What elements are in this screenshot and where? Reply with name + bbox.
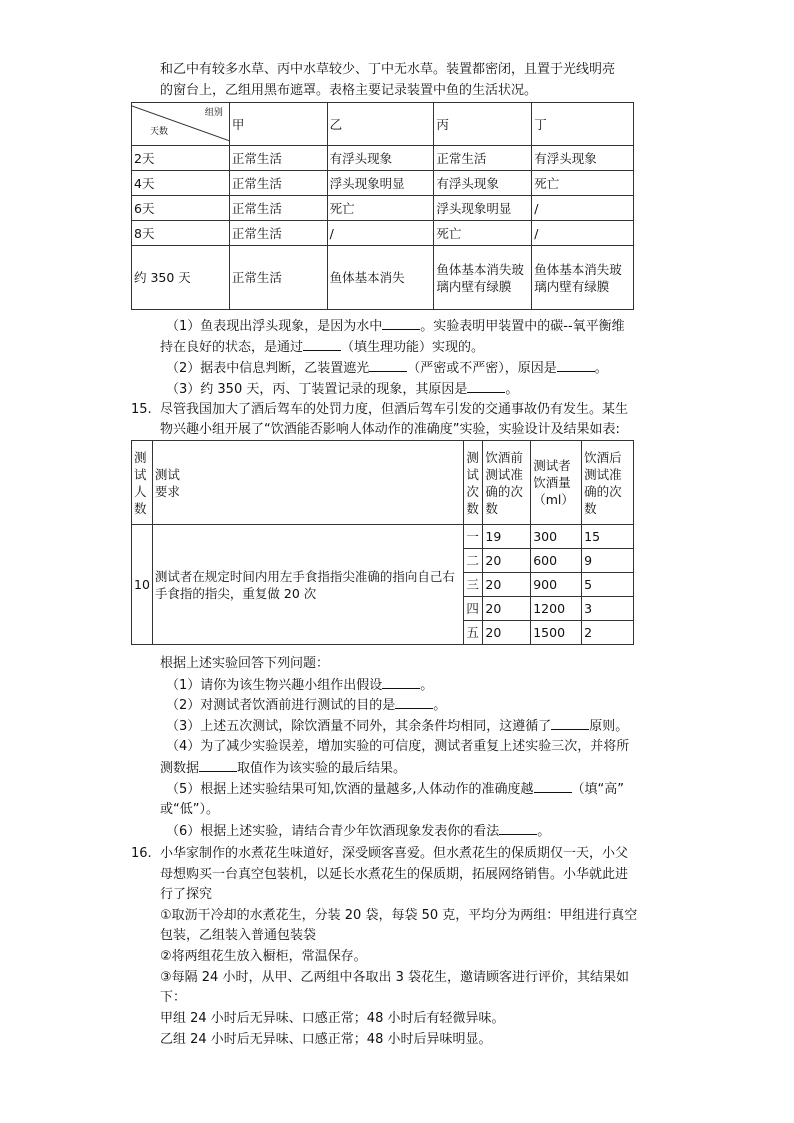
corner-label-days: 天数 <box>150 127 169 137</box>
text: 持在良好的状态，是通过 <box>160 340 304 355</box>
table-cell: 正常生活 <box>229 246 327 310</box>
text: 测试要求 <box>154 466 180 499</box>
q15-line2: 物兴趣小组开展了“饮酒能否影响人体动作的准确度”实验，实验设计及结果如表: <box>160 422 620 437</box>
table-cell: 浮头现象明显 <box>434 196 532 221</box>
q16-line6: ②将两组花生放入橱柜，常温保存。 <box>160 949 367 964</box>
q14-part2 <box>166 359 608 378</box>
after-cell: 5 <box>582 573 634 597</box>
answer-blank[interactable] <box>303 338 341 351</box>
table-row <box>132 221 634 246</box>
trial-number: 四 <box>464 597 483 621</box>
q14-part3 <box>166 380 518 399</box>
after-cell: 15 <box>582 525 634 549</box>
amount-cell: 600 <box>531 549 582 573</box>
q16-line3: 行了探究 <box>160 887 213 902</box>
table-row <box>132 196 634 221</box>
after-cell: 2 <box>582 621 634 645</box>
after-cell: 9 <box>582 549 634 573</box>
answer-blank[interactable] <box>382 676 420 689</box>
q15-part6 <box>166 822 550 841</box>
text: （2）据表中信息判断，乙装置遮光 <box>166 361 370 376</box>
text: （填“高” <box>571 782 625 797</box>
answer-blank[interactable] <box>499 822 537 835</box>
text: （5）根据上述实验结果可知,饮酒的量越多,人体动作的准确度越 <box>166 782 534 797</box>
answer-blank[interactable] <box>557 359 595 372</box>
q14-part1-line1 <box>166 317 625 336</box>
text: 取值作为该实验的最后结果。 <box>237 761 407 776</box>
q16-line5: 包装，乙组装入普通包装袋 <box>160 928 317 943</box>
answer-blank[interactable] <box>395 696 433 709</box>
day-cell: 4天 <box>132 171 230 196</box>
answer-blank[interactable] <box>199 759 237 772</box>
day-cell: 6天 <box>132 196 230 221</box>
q15-part4-line2 <box>160 759 406 778</box>
text: 。实验表明甲装置中的碳--氧平衡维 <box>420 319 625 334</box>
q16-line1 <box>131 845 628 863</box>
answer-blank[interactable] <box>467 380 505 393</box>
table-row <box>132 146 634 171</box>
text: （3）上述五次测试，除饮酒量不同外，其余条件均相同，这遵循了 <box>166 719 552 734</box>
question-number: 15. <box>131 402 152 417</box>
table-cell: 浮头现象明显 <box>327 171 434 196</box>
table-cell: / <box>327 221 434 246</box>
text: （填生理功能）实现的。 <box>341 340 485 355</box>
table-cell: 有浮头现象 <box>532 146 634 171</box>
table-row <box>132 525 634 549</box>
table-cell: 正常生活 <box>229 171 327 196</box>
table-cell: / <box>532 196 634 221</box>
text: 。 <box>594 361 608 376</box>
table-cell: 正常生活 <box>229 196 327 221</box>
amount-cell: 900 <box>531 573 582 597</box>
trial-number: 三 <box>464 573 483 597</box>
requirement-cell: 测试者在规定时间内用左手食指指尖准确的指向自己右手食指的指尖，重复做 20 次 <box>152 525 463 645</box>
q15-part3 <box>166 717 628 736</box>
text: （3）约 350 天，丙、丁装置记录的现象，其原因是 <box>166 382 468 397</box>
q15-part4-line1: （4）为了减少实验误差，增加实验的可信度，测试者重复上述实验三次，并将所 <box>166 739 630 754</box>
text: （6）根据上述实验，请结合青少年饮酒现象发表你的看法 <box>166 824 500 839</box>
trial-number: 二 <box>464 549 483 573</box>
amount-cell: 1500 <box>531 621 582 645</box>
q16-line2: 母想购买一台真空包装机，以延长水煮花生的保质期，拓展网络销售。小华就此进 <box>160 867 629 882</box>
table-cell: 正常生活 <box>229 221 327 246</box>
table-cell: 正常生活 <box>229 146 327 171</box>
table-cell: 鱼体基本消失 <box>327 246 434 310</box>
table-cell: 有浮头现象 <box>327 146 434 171</box>
people-cell: 10 <box>132 525 153 645</box>
table-cell: 死亡 <box>532 171 634 196</box>
intro-line-1: 和乙中有较多水草、丙中水草较少、丁中无水草。装置都密闭，且置于光线明亮 <box>160 62 616 77</box>
table-row <box>132 171 634 196</box>
text: （2）对测试者饮酒前进行测试的目的是 <box>166 698 396 713</box>
text: （1）鱼表现出浮头现象，是因为水中 <box>166 319 383 334</box>
table-cell: / <box>532 221 634 246</box>
amount-cell: 300 <box>531 525 582 549</box>
corner-label-group: 组别 <box>204 108 223 118</box>
table-cell: 死亡 <box>434 221 532 246</box>
before-cell: 20 <box>483 621 531 645</box>
before-cell: 20 <box>483 597 531 621</box>
header-amount: 测试者饮酒量（ml） <box>531 441 582 525</box>
q16-line10: 乙组 24 小时后无异味、口感正常；48 小时后异味明显。 <box>160 1032 492 1047</box>
day-cell: 8天 <box>132 221 230 246</box>
q15-part1 <box>166 676 433 695</box>
trial-number: 一 <box>464 525 483 549</box>
table-row <box>132 246 634 310</box>
text: 。 <box>537 824 551 839</box>
header-after: 饮酒后测试准确的次数 <box>582 441 634 525</box>
answer-blank[interactable] <box>534 780 572 793</box>
header-times: 测试次数 <box>464 441 483 525</box>
q15-line1 <box>131 401 628 419</box>
header-cell: 甲 <box>229 103 327 146</box>
table-corner-cell <box>132 103 230 146</box>
after-cell: 3 <box>582 597 634 621</box>
header-people: 测试人数 <box>132 441 153 525</box>
day-cell: 约 350 天 <box>132 246 230 310</box>
text: 。 <box>505 382 519 397</box>
text: 。 <box>420 678 434 693</box>
header-cell: 丁 <box>532 103 634 146</box>
before-cell: 20 <box>483 549 531 573</box>
q16-line8: 下： <box>160 990 187 1005</box>
table-cell: 鱼体基本消失玻璃内壁有绿膜 <box>532 246 634 310</box>
day-cell: 2天 <box>132 146 230 171</box>
table-cell: 鱼体基本消失玻璃内壁有绿膜 <box>434 246 532 310</box>
table-cell: 死亡 <box>327 196 434 221</box>
text: 。 <box>433 698 447 713</box>
answer-blank[interactable] <box>382 317 420 330</box>
table-cell: 有浮头现象 <box>434 171 532 196</box>
header-cell: 丙 <box>434 103 532 146</box>
q15-part5-line1 <box>166 780 624 799</box>
header-requirement <box>152 441 463 525</box>
text: 小华家制作的水煮花生味道好，深受顾客喜爱。但水煮花生的保质期仅一天，小父 <box>160 846 629 861</box>
before-cell: 19 <box>483 525 531 549</box>
text: （1）请你为该生物兴趣小组作出假设 <box>166 678 383 693</box>
q15-part2 <box>166 696 446 715</box>
text: 原则。 <box>589 719 629 734</box>
amount-cell: 1200 <box>531 597 582 621</box>
drinking-test-table <box>131 440 634 645</box>
question-number: 16. <box>131 846 152 861</box>
q15-lead: 根据上述实验回答下列问题： <box>160 656 330 671</box>
q16-line7: ③每隔 24 小时，从甲、乙两组中各取出 3 袋花生，邀请顾客进行评价，其结果如 <box>160 970 629 985</box>
text: 尽管我国加大了酒后驾车的处罚力度，但酒后驾车引发的交通事故仍有发生。某生 <box>160 402 629 417</box>
q16-line4: ①取沥干冷却的水煮花生，分装 20 袋，每袋 50 克，平均分为两组：甲组进行真空 <box>160 908 638 923</box>
table-cell: 正常生活 <box>434 146 532 171</box>
header-cell: 乙 <box>327 103 434 146</box>
fish-observation-table <box>131 102 634 310</box>
trial-number: 五 <box>464 621 483 645</box>
header-before: 饮酒前测试准确的次数 <box>483 441 531 525</box>
before-cell: 20 <box>483 573 531 597</box>
q15-part5-line2: 或“低”）。 <box>160 802 219 817</box>
q14-part1-line2 <box>160 338 484 357</box>
answer-blank[interactable] <box>551 717 589 730</box>
q16-line9: 甲组 24 小时后无异味、口感正常；48 小时后有轻微异味。 <box>160 1011 505 1026</box>
intro-line-2: 的窗台上，乙组用黑布遮罩。表格主要记录装置中鱼的生活状况。 <box>160 83 538 98</box>
text: 测数据 <box>160 761 200 776</box>
answer-blank[interactable] <box>369 359 407 372</box>
text: （严密或不严密），原因是 <box>407 361 557 376</box>
